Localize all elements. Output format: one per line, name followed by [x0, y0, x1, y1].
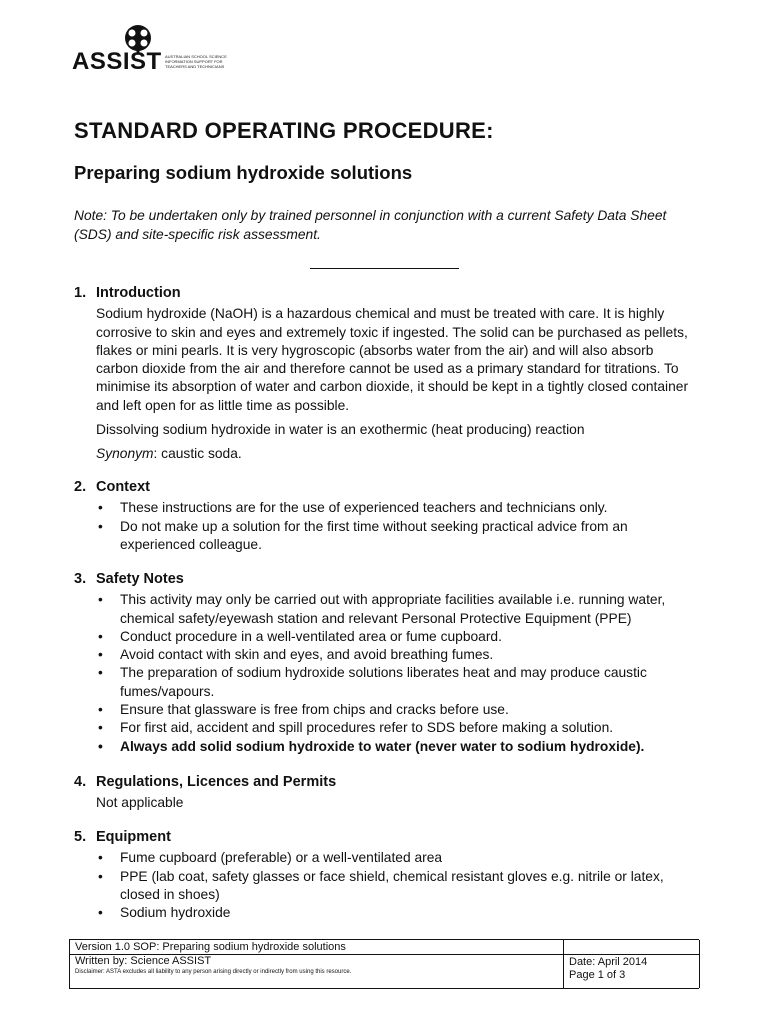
- page-title: STANDARD OPERATING PROCEDURE:: [74, 118, 494, 143]
- bullet-icon: •: [98, 628, 103, 644]
- bullet-icon: •: [98, 518, 103, 534]
- synonym-line: [96, 445, 694, 463]
- safety-note: Note: To be undertaken only by trained personnel in conjunction with a current Safety Data Sheet (SDS) and site-specific risk assessment.: [74, 208, 667, 242]
- context-list: [74, 499, 694, 554]
- footer-border: [69, 940, 70, 988]
- bullet-icon: •: [98, 738, 103, 754]
- equipment-list: [74, 849, 694, 922]
- assist-wordmark: ASSIST: [72, 48, 162, 75]
- section-title: Regulations, Licences and Permits: [96, 774, 337, 790]
- section-heading: [74, 478, 694, 496]
- section-heading: [74, 828, 694, 846]
- regulations-text: Not applicable: [96, 795, 184, 811]
- section-number: 5.: [74, 829, 87, 845]
- list-item: • Ensure that glassware is free from chips and cracks before use.: [96, 701, 694, 719]
- list-item: • PPE (lab coat, safety glasses or face shield, chemical resistant gloves e.g. nitrile or latex, closed in shoes): [98, 868, 664, 902]
- section-number: 1.: [74, 285, 87, 301]
- footer-date: Date: April 2014: [569, 956, 648, 968]
- assist-logo: [72, 24, 232, 78]
- footer-page-number: Page 1 of 3: [569, 969, 626, 981]
- bullet-icon: •: [98, 592, 103, 608]
- bullet-icon: •: [98, 905, 103, 921]
- bullet-icon: •: [98, 702, 103, 718]
- footer-written-by: Written by: Science ASSIST: [75, 955, 212, 967]
- list-item: • Fume cupboard (preferable) or a well-ventilated area: [96, 849, 694, 867]
- synonym-label: Synonym: [96, 446, 154, 462]
- list-item: • The preparation of sodium hydroxide solutions liberates heat and may produce caustic fumes/vapours.: [98, 665, 647, 699]
- section-heading: [74, 773, 694, 791]
- list-item-warning: • Always add solid sodium hydroxide to water (never water to sodium hydroxide).: [96, 738, 694, 756]
- bullet-icon: •: [98, 868, 103, 884]
- section-introduction: [74, 284, 694, 470]
- section-title: Context: [96, 479, 150, 495]
- logo-tagline: AUSTRALIAN SCHOOL SCIENCE INFORMATION SUPPORT FOR TEACHERS AND TECHNICIANS: [165, 54, 227, 69]
- section-number: 3.: [74, 571, 87, 587]
- list-item: • Avoid contact with skin and eyes, and avoid breathing fumes.: [96, 646, 694, 664]
- intro-paragraph-exothermic: Dissolving sodium hydroxide in water is an exothermic (heat producing) reaction: [96, 422, 585, 438]
- section-safety-notes: [74, 570, 694, 756]
- intro-paragraph: Sodium hydroxide (NaOH) is a hazardous chemical and must be treated with care. It is highly corrosive to skin and eyes and extremely toxic if ingested. The solid can be purchased as pellets, flakes or mini pearls. It is very hygroscopic (absorbs water from the air) and will also absorb carbon dioxide from the air and therefore cannot be used as a primary standard for titrations. To minimise its absorption of water and carbon dioxide, it should be kept in a tightly closed container and left open for as little time as possible.: [96, 306, 689, 413]
- bullet-icon: •: [98, 665, 103, 681]
- bullet-icon: •: [98, 647, 103, 663]
- bullet-icon: •: [98, 500, 103, 516]
- bullet-icon: •: [98, 720, 103, 736]
- section-title: Safety Notes: [96, 571, 184, 587]
- footer-border: [699, 940, 700, 988]
- footer-version: Version 1.0 SOP: Preparing sodium hydroxide solutions: [75, 941, 346, 953]
- document-footer: [69, 939, 699, 989]
- section-number: 4.: [74, 774, 87, 790]
- bullet-icon: •: [98, 850, 103, 866]
- list-item: • Do not make up a solution for the first time without seeking practical advice from an experienced colleague.: [98, 518, 628, 552]
- list-item: • For first aid, accident and spill procedures refer to SDS before making a solution.: [96, 719, 694, 737]
- list-item: • Conduct procedure in a well-ventilated area or fume cupboard.: [96, 628, 694, 646]
- section-number: 2.: [74, 479, 87, 495]
- section-context: [74, 478, 694, 554]
- footer-divider: [563, 940, 564, 988]
- section-heading: [74, 570, 694, 588]
- section-regulations: [74, 773, 694, 813]
- footer-disclaimer: Disclaimer: ASTA excludes all liability to any person arising directly or indirectly from using this resource.: [75, 969, 352, 975]
- list-item: • Sodium hydroxide: [96, 904, 694, 922]
- list-item: • This activity may only be carried out with appropriate facilities available i.e. running water, chemical safety/eyewash station and relevant Personal Protective Equipment (PPE): [98, 592, 666, 626]
- section-title: Introduction: [96, 285, 181, 301]
- divider-rule: [310, 268, 459, 269]
- list-item: • These instructions are for the use of experienced teachers and technicians only.: [96, 499, 694, 517]
- section-heading: [74, 284, 694, 302]
- synonym-value: : caustic soda.: [153, 446, 242, 462]
- safety-list: [74, 591, 694, 756]
- section-title: Equipment: [96, 829, 171, 845]
- section-equipment: [74, 828, 694, 922]
- page-subtitle: Preparing sodium hydroxide solutions: [74, 162, 413, 183]
